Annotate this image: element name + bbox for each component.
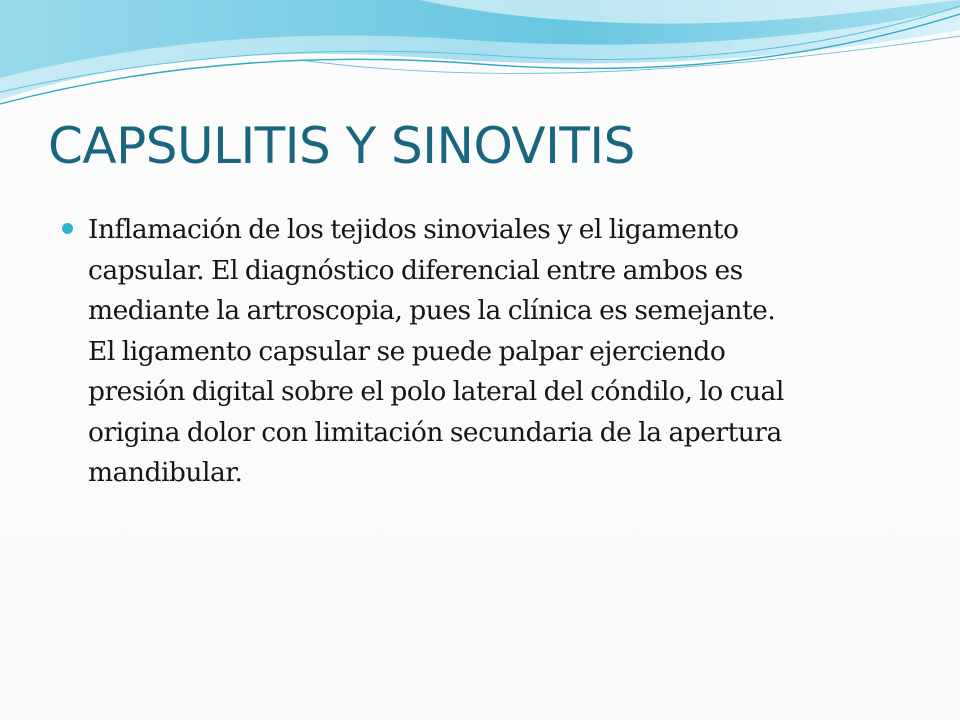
bullet-dot-icon [62, 223, 73, 234]
header-wave-decoration [0, 0, 960, 120]
bullet-list [58, 210, 908, 494]
bullet-text: Inflamación de los tejidos sinoviales y el ligamento capsular. El diagnóstico diferencial entre ambos es mediante la artroscopia, pues la clínica es semejante. El ligamento capsular se puede palpar ejerciendo presión digital sobre el polo lateral del cóndilo, lo cual origina dolor con limitación secundaria de la apertura mandibular. [88, 214, 784, 488]
bullet-item [58, 210, 908, 494]
slide-title: CAPSULITIS Y SINOVITIS [48, 117, 635, 175]
